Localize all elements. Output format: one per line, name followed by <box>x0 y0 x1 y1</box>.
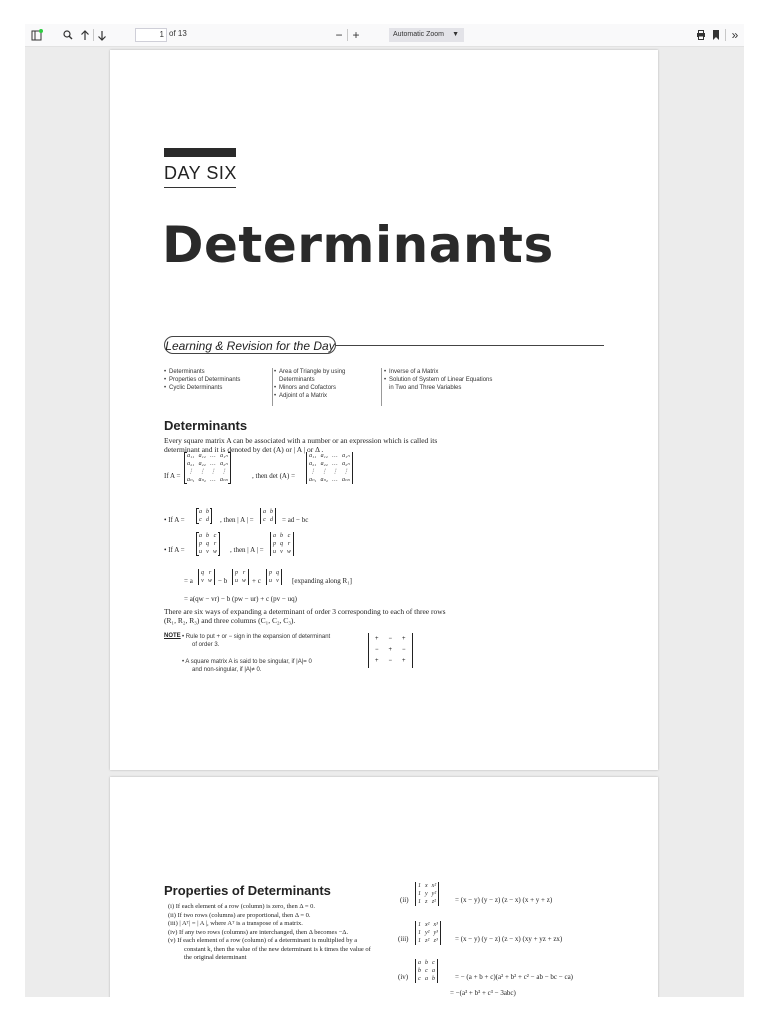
matrix-cell: … <box>210 477 216 483</box>
matrix-cell: q <box>276 570 279 576</box>
matrix-cell: aₙ₁ <box>187 477 195 483</box>
matrix-cell: aₙ₂ <box>320 477 328 483</box>
matrix-row <box>197 516 212 524</box>
zoom-in-button[interactable]: + <box>352 28 360 42</box>
sidebar-toggle-icon[interactable] <box>29 24 45 46</box>
matrix-row <box>307 468 353 476</box>
list-item: (iii) | Aᵀ| = | A |, where Aᵀ is a transpose of a matrix. <box>168 920 303 927</box>
matrix-cell: z² <box>425 938 430 944</box>
matrix-cell: … <box>332 477 338 483</box>
determinant-2x2 <box>260 508 276 524</box>
topic-item: • Determinants <box>164 368 269 376</box>
minor-2 <box>232 569 249 585</box>
topic-item: • Solution of System of Linear Equations in Two and Three Variables <box>384 376 494 392</box>
matrix-cell: a <box>418 960 421 966</box>
matrix-cell: x² <box>425 922 430 928</box>
matrix-cell: a₁₂ <box>320 453 328 459</box>
matrix-cell: … <box>332 453 338 459</box>
determinant-3x3 <box>270 532 294 556</box>
matrix-cell: 1 <box>418 922 421 928</box>
matrix-row <box>271 532 294 540</box>
matrix-cell: a₂₂ <box>198 461 206 467</box>
day-underline <box>164 187 236 188</box>
section-heading: Properties of Determinants <box>164 883 331 898</box>
matrix-cell: 1 <box>418 883 421 889</box>
cyclic-label: (ii) <box>400 896 409 904</box>
matrix-row <box>267 569 282 577</box>
matrix-row <box>371 646 410 655</box>
cyclic-det-ii <box>415 882 439 906</box>
chapter-title: Determinants <box>162 216 554 274</box>
matrix-cell: c <box>199 517 202 523</box>
cyclic-det-iv <box>415 959 438 983</box>
matrix-cell: y³ <box>433 930 438 936</box>
matrix-cell: w <box>287 549 292 555</box>
matrix-cell: r <box>287 541 291 547</box>
matrix-cell: w <box>213 549 218 555</box>
pdf-toolbar <box>25 24 744 47</box>
matrix-cell: q <box>206 541 209 547</box>
matrix-cell: a <box>199 509 202 515</box>
matrix-cell: ⋮ <box>187 469 194 475</box>
cyclic-label: (iv) <box>398 973 409 981</box>
matrix-row <box>371 635 410 644</box>
expansion-plus-c: + c <box>252 577 261 585</box>
matrix-cell: d <box>270 517 273 523</box>
matrix-cell: ⋮ <box>220 469 227 475</box>
matrix-row <box>416 890 439 898</box>
matrix-row <box>185 468 231 476</box>
matrix-cell: c <box>287 533 291 539</box>
matrix-cell: 1 <box>418 930 421 936</box>
zoom-value: Automatic Zoom <box>393 31 444 38</box>
matrix-cell: − <box>388 636 393 642</box>
zoom-out-button[interactable]: − <box>335 28 343 42</box>
matrix-cell: p <box>269 570 272 576</box>
search-icon[interactable] <box>61 24 75 46</box>
matrix-cell: b <box>280 533 283 539</box>
matrix-3x3 <box>196 532 220 556</box>
matrix-cell: a₂ₙ <box>342 461 350 467</box>
matrix-cell: ⋮ <box>309 469 316 475</box>
expansion-result: = a(qw − vr) − b (pw − ur) + c (pv − uq) <box>184 595 297 603</box>
page-number-input[interactable]: 1 <box>135 28 167 42</box>
matrix-cell: z <box>425 899 428 905</box>
day-bar <box>164 148 236 157</box>
matrix-cell: a₂₁ <box>309 461 317 467</box>
note-label: NOTE <box>164 633 181 639</box>
matrix-row <box>197 532 220 540</box>
pdf-page-2 <box>110 777 658 997</box>
matrix-cell: v <box>276 578 279 584</box>
matrix-cell: c <box>432 960 435 966</box>
matrix-cell: y² <box>425 930 430 936</box>
previous-page-icon[interactable] <box>78 24 92 46</box>
day-label: DAY SIX <box>164 163 237 183</box>
matrix-cell: b <box>418 968 421 974</box>
matrix-2x2 <box>196 508 212 524</box>
expansion-minus-b: − b <box>218 577 228 585</box>
matrix-cell: a₁₂ <box>198 453 206 459</box>
sign-matrix <box>368 633 413 668</box>
matrix-cell: ⋮ <box>209 469 216 475</box>
determinant-general <box>306 452 353 484</box>
topic-item: • Area of Triangle by using Determinants <box>274 368 379 384</box>
determinant-2x2-result: = ad − bc <box>282 516 309 524</box>
minor-1 <box>198 569 215 585</box>
topics-column-1 <box>164 368 269 392</box>
cyclic-result-ii: = (x − y) (y − z) (z − x) (x + y + z) <box>455 896 553 904</box>
document-viewer[interactable] <box>25 47 744 997</box>
tools-menu-button[interactable]: » <box>731 28 739 42</box>
matrix-cell: 1 <box>418 899 421 905</box>
matrix-cell: aₙₙ <box>341 477 350 483</box>
matrix-cell: aₙ₁ <box>309 477 317 483</box>
toolbar-separator <box>347 29 348 41</box>
next-page-icon[interactable] <box>95 24 109 46</box>
properties-list <box>168 903 380 963</box>
matrix-cell: ⋮ <box>199 469 206 475</box>
matrix-row <box>233 577 249 585</box>
matrix-row <box>416 967 438 975</box>
matrix-cell: y² <box>431 891 437 897</box>
intro-paragraph: Every square matrix A can be associated with a number or an expression which is called its determinant and it is denoted by det (A) or | A | or Δ . <box>164 436 438 454</box>
note-1: • Rule to put + or − sign in the expansion of determinant of order 3. <box>182 634 331 648</box>
column-divider <box>381 368 382 406</box>
matrix-row <box>261 508 276 516</box>
matrix-cell: p <box>273 541 276 547</box>
matrix-cell: u <box>199 549 202 555</box>
matrix-cell: a₂₁ <box>187 461 195 467</box>
six-ways-paragraph: There are six ways of expanding a determinant of order 3 corresponding to each of three rows (R₁, R₂, R₃) and three columns (C₁, C₂, C₃). <box>164 607 446 625</box>
cyclic-result-iv-2: = −(a³ + b³ + c³ − 3abc) <box>450 989 516 997</box>
matrix-cell: − <box>388 658 393 664</box>
cyclic-result-iii: = (x − y) (y − z) (z − x) (xy + yz + zx) <box>455 935 563 943</box>
zoom-select[interactable] <box>389 28 464 42</box>
topics-column-3 <box>384 368 494 392</box>
matrix-cell: b <box>425 960 428 966</box>
matrix-cell: r <box>242 570 246 576</box>
matrix-cell: + <box>388 647 393 653</box>
matrix-cell: v <box>201 578 204 584</box>
matrix-cell: a₁ₙ <box>220 453 228 459</box>
list-item: (ii) If two rows (columns) are proportional, then Δ = 0. <box>168 911 311 919</box>
matrix-row <box>199 577 215 585</box>
matrix-cell: … <box>332 461 338 467</box>
topic-item: • Properties of Determinants <box>164 376 269 384</box>
matrix-cell: a₂ₙ <box>220 461 228 467</box>
matrix-cell: q <box>201 570 204 576</box>
toolbar-separator <box>725 29 726 41</box>
cyclic-det-iii <box>415 921 441 945</box>
matrix-row <box>307 452 353 460</box>
matrix-row <box>185 452 231 460</box>
matrix-row <box>416 882 439 890</box>
matrix-row <box>197 508 212 516</box>
matrix-cell: c <box>213 533 217 539</box>
matrix-cell: r <box>213 541 217 547</box>
list-item: (i) If each element of a row (column) is zero, then Δ = 0. <box>168 903 315 910</box>
bookmark-icon[interactable] <box>709 24 723 46</box>
matrix-cell: + <box>375 658 379 664</box>
toolbar-separator <box>93 29 94 41</box>
matrix-cell: a <box>263 509 266 515</box>
bullet-3x3-then: , then | A | = <box>230 546 264 554</box>
matrix-cell: … <box>210 453 216 459</box>
matrix-cell: + <box>402 658 406 664</box>
matrix-row <box>416 937 441 945</box>
matrix-row <box>416 975 438 983</box>
matrix-general <box>184 452 231 484</box>
topic-item: • Cyclic Determinants <box>164 384 269 392</box>
matrix-cell: b <box>270 509 273 515</box>
matrix-row <box>199 569 215 577</box>
matrix-cell: + <box>375 636 379 642</box>
matrix-cell: d <box>206 517 209 523</box>
matrix-cell: w <box>208 578 213 584</box>
matrix-cell: p <box>235 570 238 576</box>
matrix-cell: x² <box>431 883 437 889</box>
matrix-cell: p <box>199 541 202 547</box>
column-divider <box>272 368 273 406</box>
matrix-row <box>416 959 438 967</box>
matrix-row <box>416 921 441 929</box>
matrix-row <box>261 516 276 524</box>
topics-column-2 <box>274 368 379 400</box>
matrix-cell: ⋮ <box>331 469 338 475</box>
matrix-cell: x <box>425 883 428 889</box>
matrix-cell: + <box>402 636 406 642</box>
matrix-row <box>197 540 220 548</box>
matrix-cell: a <box>432 968 435 974</box>
matrix-row <box>185 460 231 468</box>
matrix-row <box>233 569 249 577</box>
bullet-2x2-then: , then | A | = <box>220 516 254 524</box>
list-item: (v) If each element of a row (column) of a determinant is multiplied by a constant k, then the value of the new determinant is k times the value of the original determinant <box>168 937 371 961</box>
expansion-note: [expanding along R₁] <box>292 577 352 585</box>
matrix-cell: b <box>432 976 435 982</box>
matrix-cell: aₙₙ <box>219 477 228 483</box>
matrix-cell: x³ <box>433 922 438 928</box>
cyclic-result-iv: = − (a + b + c)(a² + b² + c² − ab − bc − ca) <box>455 973 574 981</box>
chevron-down-icon: ▼ <box>452 31 459 38</box>
matrix-cell: q <box>280 541 283 547</box>
matrix-cell: v <box>280 549 283 555</box>
matrix-cell: v <box>206 549 209 555</box>
list-item: (iv) If any two rows (columns) are interchanged, then Δ becomes −Δ. <box>168 928 349 936</box>
note-2: • A square matrix A is said to be singular, if |A|= 0 and non-singular, if |A|≠ 0. <box>182 659 312 673</box>
then-det-label: , then det (A) = <box>252 472 296 480</box>
learning-revision-header: Learning & Revision for the Day <box>164 336 336 354</box>
matrix-cell: ⋮ <box>321 469 328 475</box>
topic-item: • Adjoint of a Matrix <box>274 392 379 400</box>
matrix-row <box>307 476 353 484</box>
matrix-row <box>271 548 294 556</box>
matrix-cell: − <box>375 647 379 653</box>
matrix-cell: z² <box>431 899 436 905</box>
matrix-row <box>267 577 282 585</box>
matrix-cell: a₂₂ <box>320 461 328 467</box>
matrix-cell: u <box>273 549 276 555</box>
bullet-2x2-prefix: • If A = <box>164 516 185 524</box>
matrix-cell: a <box>425 976 428 982</box>
matrix-cell: z³ <box>433 938 438 944</box>
matrix-cell: r <box>208 570 212 576</box>
header-rule <box>336 345 604 346</box>
matrix-row <box>197 548 220 556</box>
matrix-cell: c <box>263 517 266 523</box>
expansion-a: = a <box>184 577 193 585</box>
cyclic-label: (iii) <box>398 935 409 943</box>
matrix-cell: b <box>206 533 209 539</box>
minor-3 <box>266 569 282 585</box>
if-a-label: If A = <box>164 472 181 480</box>
matrix-row <box>371 657 410 666</box>
matrix-row <box>271 540 294 548</box>
matrix-row <box>416 898 439 906</box>
matrix-cell: a <box>199 533 202 539</box>
matrix-cell: u <box>269 578 272 584</box>
print-icon[interactable] <box>694 24 708 46</box>
page-count-label: of 13 <box>169 29 187 38</box>
matrix-cell: − <box>402 647 406 653</box>
matrix-cell: ⋮ <box>342 469 349 475</box>
section-heading: Determinants <box>164 418 248 433</box>
matrix-row <box>185 476 231 484</box>
matrix-cell: a₁₁ <box>187 453 195 459</box>
matrix-cell: a₁ₙ <box>342 453 350 459</box>
matrix-cell: y <box>425 891 428 897</box>
matrix-cell: 1 <box>418 891 421 897</box>
matrix-row <box>416 929 441 937</box>
matrix-cell: a <box>273 533 276 539</box>
matrix-cell: a₁₁ <box>309 453 317 459</box>
bullet-3x3-prefix: • If A = <box>164 546 185 554</box>
matrix-cell: … <box>210 461 216 467</box>
matrix-cell: u <box>235 578 238 584</box>
matrix-cell: c <box>418 976 421 982</box>
matrix-cell: aₙ₂ <box>198 477 206 483</box>
topic-item: • Inverse of a Matrix <box>384 368 494 376</box>
matrix-cell: 1 <box>418 938 421 944</box>
topic-item: • Minors and Cofactors <box>274 384 379 392</box>
matrix-cell: w <box>242 578 247 584</box>
matrix-cell: c <box>425 968 428 974</box>
pdf-page-1 <box>110 50 658 770</box>
matrix-cell: b <box>206 509 209 515</box>
matrix-row <box>307 460 353 468</box>
